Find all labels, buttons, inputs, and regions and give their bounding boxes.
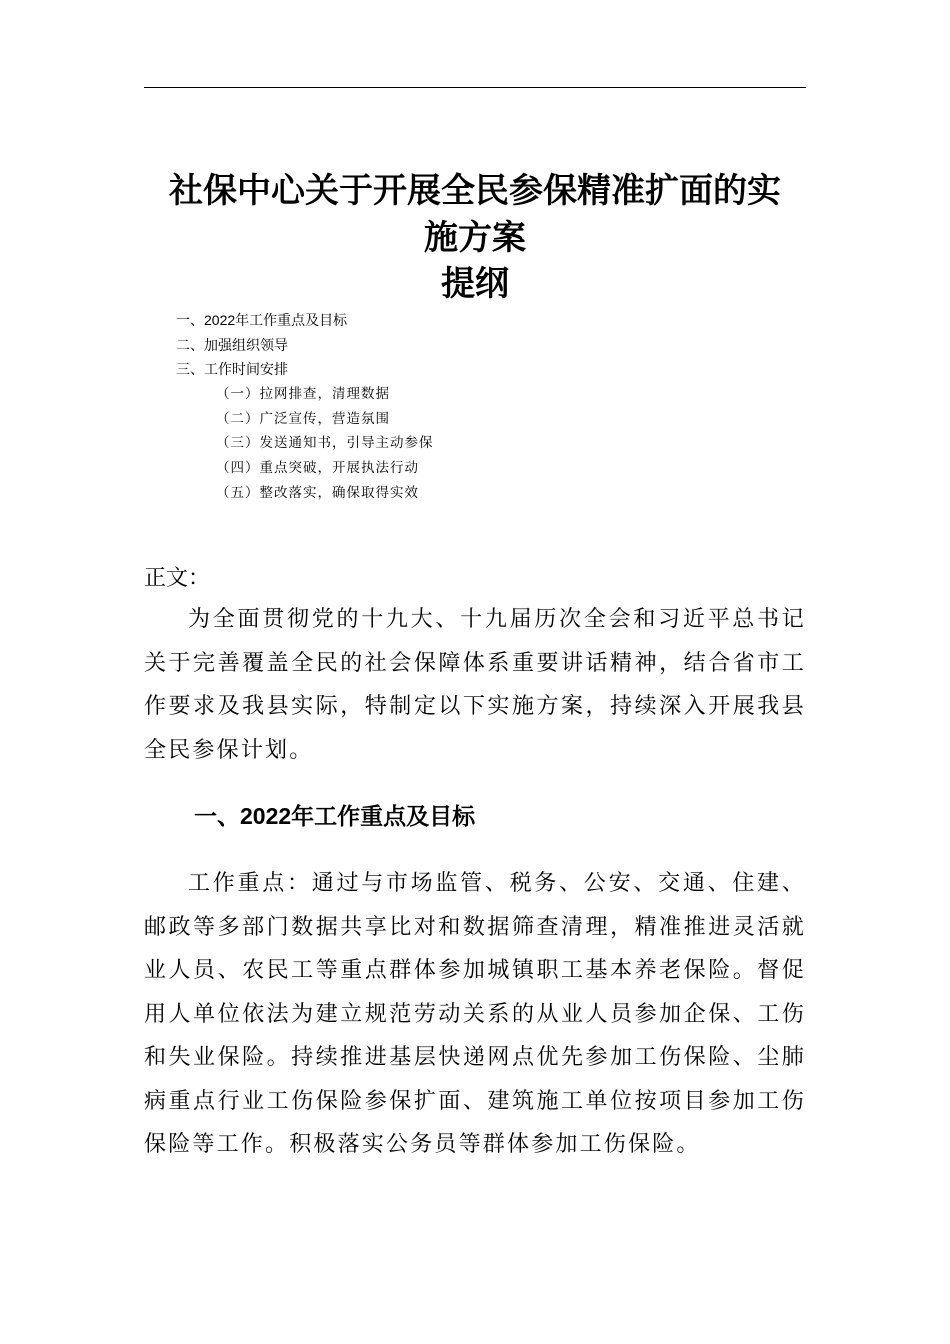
- outline-subitem: （三）发送通知书，引导主动参保: [216, 435, 434, 452]
- outline-subtitle: 提纲: [441, 264, 509, 304]
- outline-list: [176, 308, 434, 506]
- header-rule: [144, 87, 806, 88]
- document-title: [144, 168, 806, 262]
- outline-item: 二、加强组织领导: [176, 336, 288, 353]
- outline-subitem: （五）整改落实，确保取得实效: [216, 484, 419, 501]
- section-heading: 一、2022年工作重点及目标: [194, 803, 476, 829]
- title-line-1: 社保中心关于开展全民参保精准扩面的实: [169, 171, 781, 211]
- title-line-2: 施方案: [424, 218, 526, 258]
- outline-subitem: （一）拉网排查，清理数据: [216, 386, 390, 403]
- intro-paragraph: 为全面贯彻党的十九大、十九届历次全会和习近平总书记关于完善覆盖全民的社会保障体系重要讲话精神，结合省市工作要求及我县实际，特制定以下实施方案，持续深入开展我县全民参保计划。: [144, 607, 806, 763]
- outline-item: 三、工作时间安排: [176, 361, 288, 378]
- outline-subitem: （四）重点突破，开展执法行动: [216, 460, 419, 477]
- section-paragraph: 工作重点：通过与市场监管、税务、公安、交通、住建、邮政等多部门数据共享比对和数据筛查清理，精准推进灵活就业人员、农民工等重点群体参加城镇职工基本养老保险。督促用人单位依法为建立规范劳动关系的从业人员参加企保、工伤和失业保险。持续推进基层快递网点优先参加工伤保险、尘肺病重点行业工伤保险参保扩面、建筑施工单位按项目参加工伤保险等工作。积极落实公务员等群体参加工伤保险。: [144, 871, 806, 1157]
- outline-item: 一、2022年工作重点及目标: [176, 312, 348, 328]
- outline-subitem: （二）广泛宣传，营造氛围: [216, 410, 390, 427]
- body-label: 正文：: [144, 566, 211, 591]
